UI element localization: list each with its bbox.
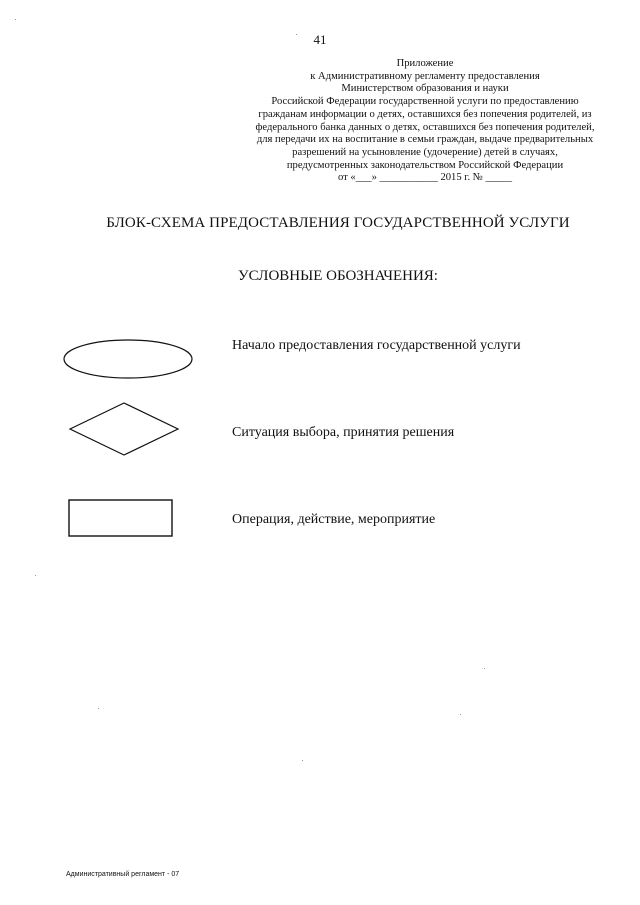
diamond-decision-symbol	[68, 401, 180, 457]
scan-speck	[460, 714, 461, 715]
scan-speck	[15, 19, 16, 20]
oval-start-symbol	[62, 338, 194, 380]
appendix-line: Министерством образования и науки	[341, 83, 509, 95]
legend-label-start: Начало предоставления государственной услуги	[232, 338, 521, 353]
appendix-line: гражданам информации о детях, оставшихся без попечения родителей, из	[258, 108, 592, 120]
appendix-line: разрешений на усыновление (удочерение) детей в случаях,	[292, 146, 558, 158]
appendix-line: к Административному регламенту предоставления	[310, 70, 540, 82]
document-title: БЛОК-СХЕМА ПРЕДОСТАВЛЕНИЯ ГОСУДАРСТВЕННОЙ УСЛУГИ	[106, 215, 570, 231]
appendix-line: федерального банка данных о детях, оставшихся без попечения родителей,	[255, 121, 595, 133]
appendix-date-line: от «___» ___________ 2015 г. № _____	[337, 172, 512, 184]
page-number: 41	[313, 32, 327, 47]
scan-speck	[296, 34, 297, 35]
appendix-line: для передачи их на воспитание в семьи граждан, выдаче предварительных	[256, 134, 594, 146]
appendix-header	[240, 58, 610, 185]
scan-speck	[98, 708, 99, 709]
footer-text: Административный регламент - 07	[66, 871, 180, 878]
rectangle-operation-symbol	[68, 499, 174, 539]
legend-label-operation: Операция, действие, мероприятие	[232, 512, 436, 527]
scan-speck	[302, 760, 303, 761]
appendix-line: предусмотренных законодательством Российской Федерации	[286, 159, 564, 171]
legend-label-decision: Ситуация выбора, принятия решения	[232, 425, 455, 440]
appendix-line: Приложение	[396, 58, 454, 69]
appendix-line: Российской Федерации государственной услуги по предоставлению	[271, 96, 579, 108]
scan-speck	[484, 668, 485, 669]
legend-heading: УСЛОВНЫЕ ОБОЗНАЧЕНИЯ:	[238, 268, 438, 284]
scan-speck	[35, 575, 36, 576]
